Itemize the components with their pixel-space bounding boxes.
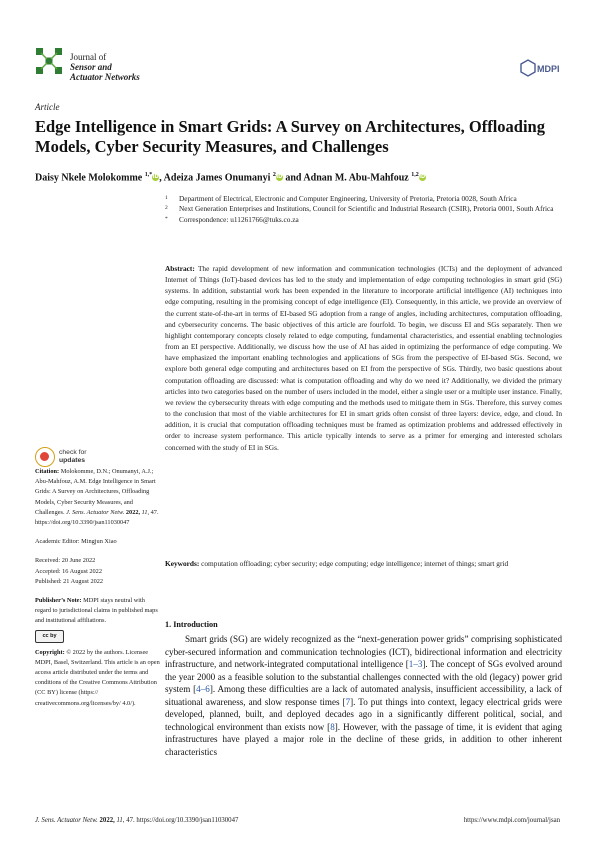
intro-text: ]. However, with the passage of time, it is evident that aging infrastructures have played a major role in the decline of these grids, in addition to other inherent characteristics <box>165 721 563 757</box>
citation-year: 2022, <box>125 508 141 516</box>
abstract <box>165 263 562 453</box>
orcid-icon[interactable]: iD <box>276 174 283 181</box>
orcid-icon[interactable]: iD <box>419 174 426 181</box>
received-date: Received: 20 June 2022 <box>35 557 96 565</box>
publisher-note-label: Publisher’s Note: <box>35 597 82 605</box>
mdpi-logo-text: MDPI <box>537 64 560 74</box>
copyright-text: © 2022 by the authors. Licensee MDPI, Basel, Switzerland. This article is an open access article distributed under the terms and conditions of the Creative Commons Attribution (CC BY) license (https:// creativecommons.org/licenses/by/ 4.0/). <box>35 648 160 707</box>
citation-journal: J. Sens. Actuator Netw. <box>66 508 125 516</box>
affiliation-item <box>165 204 565 214</box>
correspondence-text[interactable]: Correspondence: u11261766@tuks.co.za <box>179 214 299 224</box>
publisher-note-text: MDPI stays neutral with regard to jurisdictional claims in published maps and institutional affiliations. <box>35 597 158 625</box>
publisher-note <box>35 596 160 627</box>
author-name[interactable]: Adeiza James Onumanyi <box>163 172 271 184</box>
journal-of-label: Journal of <box>70 52 107 62</box>
footer-doi[interactable]: 47. https://doi.org/10.3390/jsan11030047 <box>126 817 239 824</box>
journal-name <box>70 52 140 82</box>
affiliation-item <box>165 194 565 204</box>
keywords-label: Keywords: <box>165 559 200 568</box>
affiliation-mark: * <box>165 215 168 222</box>
affiliation-text: Department of Electrical, Electronic and Computer Engineering, University of Pretoria, Pretoria 0028, South Africa <box>179 194 517 203</box>
mdpi-logo <box>519 59 561 77</box>
affiliation-mark: 1 <box>165 195 168 201</box>
footer-year: 2022, <box>99 817 115 824</box>
check-updates-line1: check for <box>59 449 87 456</box>
author-name[interactable]: Adnan M. Abu-Mahfouz <box>303 172 409 184</box>
intro-text: ]. The concept of SGs evolved around the year 2000 as a feasible solution to the substantial challenges connected with the old (legacy) power grid system [ <box>165 659 562 695</box>
copyright-label: Copyright: <box>35 648 65 656</box>
intro-text: ]. Among these difficulties are a lack of automated analysis, insufficient accessibility, a lack of situational awareness, and slow response times [ <box>165 684 562 707</box>
accepted-date: Accepted: 16 August 2022 <box>35 567 102 575</box>
citation-label: Citation: <box>35 468 60 475</box>
footer-journal-url[interactable]: https://www.mdpi.com/journal/jsan <box>463 817 560 824</box>
abstract-text: The rapid development of new information and communication technologies (ICTs) and the deployment of advanced Internet of Things (IoT)-based devices has led to the study and implementation of edge computing technologies in smart grid (SG) systems. In addition, substantial work has been expended in the literature to incorporate artificial intelligence (AI) techniques into edge computing, resulting in the promising concept of edge intelligence (EI). Consequently, in this article, we provide an overview of the current state-of-the-art in terms of EI-based SG adoption from a range of angles, including architectures, computation offloading, and cybersecurity concerns. The basic objectives of this article are fourfold. To begin, we discuss EI and SGs separately. Then we highlight contemporary concepts closely related to edge computing, fundamental characteristics, and essential enabling technologies from an EI perspective. Additionally, we discuss how the use of AI has aided in optimizing the performance of edge computing. We have emphasized the important enabling technologies and applications of SGs from the perspective of EI-based SGs. Second, we explore both general edge computing and architectures based on EI from the perspective of SGs. Thirdly, two basic questions about computation offloading are discussed: what is computation offloading and why do we need it? Additionally, we divided the primary articles into two categories based on the number of users included in the model, either a single user or a multiple user instance. Finally, we review the cybersecurity threats with edge computing and the methods used to mitigate them in SGs. Therefore, this survey comes to the conclusion that most of the viable architectures for EI in smart grids often consist of three layers: device, edge, and cloud. In addition, it is crucial that computation offloading techniques must be framed as optimization problems and addressed effectively in order to increase system performance. This article typically intends to serve as a primer for emerging and interested scholars concerned with the study of EI in SGs. <box>165 264 562 452</box>
affiliations <box>165 194 565 225</box>
author-affiliation-mark: 1,2 <box>411 172 419 178</box>
journal-title-line1: Sensor and <box>70 62 112 72</box>
citation-doi[interactable]: 47. https://doi.org/10.3390/jsan11030047 <box>35 508 159 527</box>
keywords <box>165 558 562 569</box>
citation-link[interactable]: 8 <box>330 721 335 732</box>
orcid-icon[interactable]: iD <box>152 174 159 181</box>
footer-volume: 11, <box>116 817 125 824</box>
citation-volume: 11, <box>141 508 150 516</box>
footer-journal: J. Sens. Actuator Netw. <box>35 817 98 824</box>
article-type: Article <box>35 102 60 112</box>
published-date: Published: 21 August 2022 <box>35 577 104 585</box>
intro-text: ]. To put things into context, legacy electrical grids were developed, planned, built, and deployed decades ago in a significantly different political, social, and technological environment than exists now [ <box>165 696 562 732</box>
academic-editor: Academic Editor: Mingjun Xiao <box>35 538 117 546</box>
article-info-sidebar <box>35 467 160 709</box>
citation-link[interactable]: 1–3 <box>408 659 423 670</box>
section-heading-introduction: 1. Introduction <box>165 620 218 629</box>
introduction-paragraph <box>165 633 562 758</box>
journal-title-line2: Actuator Networks <box>70 72 140 82</box>
copyright <box>35 648 160 709</box>
abstract-label: Abstract: <box>165 264 195 273</box>
intro-text: Smart grids (SG) are widely recognized as the “next-generation power grids” comprising sophisticated cyber-secured information and communication technologies (ICT), bidirectional information and electricity infrastructure, and network-integrated computational intelligence [ <box>165 634 562 670</box>
cc-by-license-icon[interactable]: cc by <box>35 630 64 643</box>
author-name[interactable]: Daisy Nkele Molokomme <box>35 172 143 184</box>
paper-title: Edge Intelligence in Smart Grids: A Survey on Architectures, Offloading Models, Cyber Security Measures, and Challenges <box>35 117 545 156</box>
author-list <box>35 172 426 183</box>
check-updates-icon <box>35 447 55 467</box>
author-affiliation-mark: 2 <box>272 172 276 178</box>
footer-citation <box>35 817 238 824</box>
author-separator: , <box>159 172 162 184</box>
affiliation-text: Next Generation Enterprises and Institutions, Council for Scientific and Industrial Research (CSIR), Pretoria 0001, South Africa <box>179 204 554 214</box>
author-affiliation-mark: 1,* <box>144 172 153 178</box>
keywords-text: computation offloading; cyber security; edge computing; edge intelligence; internet of things; smart grid <box>201 559 509 568</box>
correspondence <box>165 215 565 225</box>
citation-link[interactable]: 7 <box>345 696 351 707</box>
journal-logo-icon <box>35 47 63 75</box>
citation-text: Molokomme, D.N.; Onumanyi, A.J.; Abu-Mahfouz, A.M. Edge Intelligence in Smart Grids: A Survey on Architectures, Offloading Models, Cyber Security Measures, and Challenges. <box>35 468 156 516</box>
check-for-updates-button[interactable] <box>35 447 145 469</box>
affiliation-mark: 2 <box>165 205 168 212</box>
citation <box>35 467 160 528</box>
citation-link[interactable]: 4–6 <box>196 684 210 695</box>
check-updates-line2: updates <box>59 457 86 464</box>
author-separator: and <box>285 172 302 184</box>
